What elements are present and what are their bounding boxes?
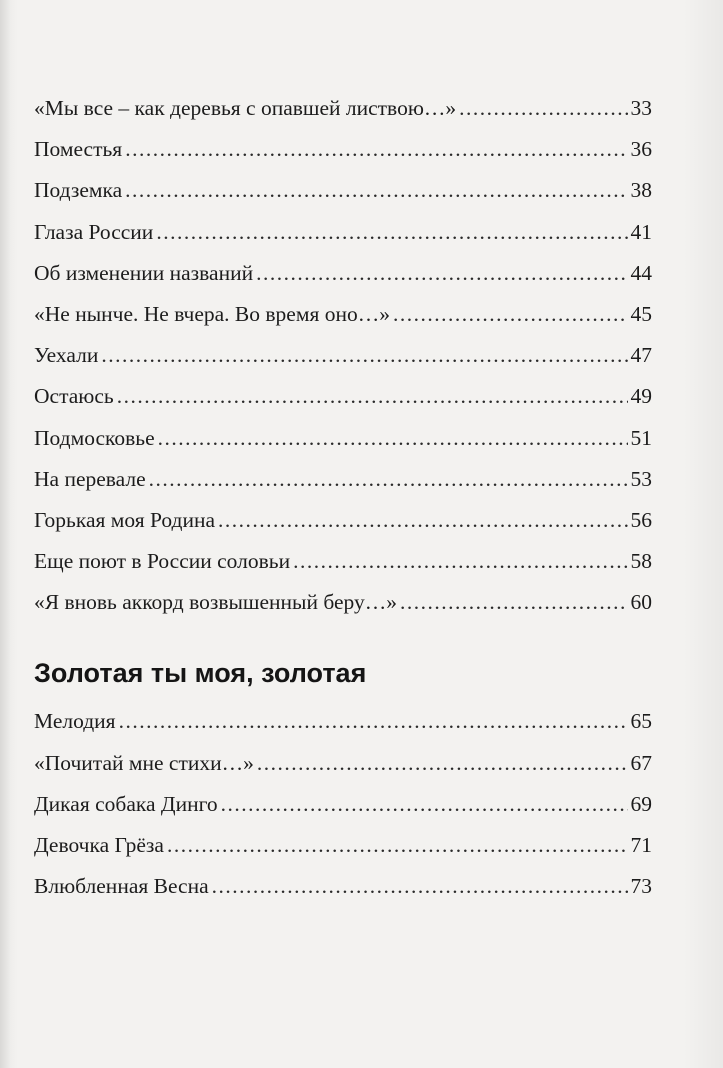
toc-entry bbox=[34, 866, 652, 907]
toc-dot-leader bbox=[212, 866, 628, 907]
page-shading bbox=[683, 0, 723, 1068]
toc-dot-leader bbox=[221, 784, 628, 825]
toc-entry-page: 44 bbox=[630, 260, 652, 285]
toc-dot-leader bbox=[125, 170, 627, 211]
toc-dot-leader bbox=[293, 541, 627, 582]
toc-entry-page: 58 bbox=[630, 549, 652, 574]
toc-entry bbox=[34, 459, 652, 500]
toc-entry bbox=[34, 129, 652, 170]
toc-entry-page: 41 bbox=[630, 219, 652, 244]
toc-dot-leader bbox=[156, 212, 627, 253]
toc-entry-title: «Мы все – как деревья с опавшей листвою…» bbox=[34, 96, 457, 120]
toc-entry-page: 53 bbox=[630, 466, 652, 491]
section-heading: Золотая ты моя, золотая bbox=[34, 658, 367, 689]
toc-dot-leader bbox=[158, 418, 628, 459]
table-of-contents bbox=[34, 88, 652, 907]
toc-entry-title: Влюбленная Весна bbox=[34, 874, 209, 899]
toc-entry-title: «Не нынче. Не вчера. Во время оно…» bbox=[34, 301, 390, 326]
toc-entry-title: Подземка bbox=[34, 178, 123, 203]
toc-entry-page: 51 bbox=[630, 425, 652, 450]
toc-dot-leader bbox=[218, 500, 627, 541]
toc-entry-title: «Я вновь аккорд возвышенный беру…» bbox=[34, 590, 398, 615]
toc-entry-page: 38 bbox=[630, 178, 652, 203]
toc-dot-leader bbox=[117, 376, 628, 417]
toc-entry bbox=[34, 253, 652, 294]
page-binding-edge bbox=[0, 0, 18, 1068]
toc-entry-page: 49 bbox=[630, 384, 652, 409]
toc-entry-title: Еще поют в России соловьи bbox=[34, 549, 291, 574]
toc-entry-title: На перевале bbox=[34, 466, 146, 491]
toc-entry-title: Поместья bbox=[34, 137, 123, 162]
toc-entry bbox=[34, 170, 652, 211]
toc-dot-leader bbox=[167, 825, 628, 866]
toc-dot-leader bbox=[149, 459, 628, 500]
toc-dot-leader bbox=[393, 294, 628, 335]
toc-entry-title: Горькая моя Родина bbox=[34, 507, 216, 532]
toc-entry-title: Остаюсь bbox=[34, 384, 114, 409]
toc-entry-page: 60 bbox=[630, 590, 652, 615]
toc-entry-page: 67 bbox=[630, 750, 652, 775]
toc-entry-page: 65 bbox=[630, 709, 652, 734]
toc-entry-title: Об изменении названий bbox=[34, 260, 254, 285]
toc-dot-leader bbox=[119, 701, 628, 742]
toc-entry-title: Глаза России bbox=[34, 219, 154, 244]
toc-entry bbox=[34, 825, 652, 866]
toc-entry bbox=[34, 88, 652, 129]
toc-entry-page: 73 bbox=[630, 874, 652, 899]
toc-entry-page: 45 bbox=[630, 301, 652, 326]
toc-entry-page: 36 bbox=[630, 137, 652, 162]
toc-entry-title: Подмосковье bbox=[34, 425, 155, 450]
toc-entry-page: 33 bbox=[630, 96, 652, 120]
toc-dot-leader bbox=[459, 88, 627, 129]
toc-entry-page: 56 bbox=[630, 507, 652, 532]
toc-entry-title: Девочка Грёза bbox=[34, 833, 164, 857]
toc-dot-leader bbox=[125, 129, 627, 170]
toc-entry bbox=[34, 418, 652, 459]
toc-entry-page: 47 bbox=[630, 343, 652, 368]
toc-entry bbox=[34, 784, 652, 825]
toc-entry bbox=[34, 335, 652, 376]
toc-dot-leader bbox=[400, 582, 627, 623]
toc-entry bbox=[34, 500, 652, 541]
toc-entry bbox=[34, 212, 652, 253]
toc-entry-title: Дикая собака Динго bbox=[34, 791, 218, 816]
toc-entry bbox=[34, 743, 652, 784]
toc-entry bbox=[34, 582, 652, 623]
toc-entry-page: 69 bbox=[630, 791, 652, 816]
toc-entry bbox=[34, 701, 652, 742]
toc-entry bbox=[34, 294, 652, 335]
toc-entry bbox=[34, 541, 652, 582]
toc-dot-leader bbox=[101, 335, 627, 376]
toc-dot-leader bbox=[257, 743, 628, 784]
toc-entry-title: «Почитай мне стихи…» bbox=[34, 750, 254, 775]
toc-entry bbox=[34, 376, 652, 417]
toc-entry-page: 71 bbox=[630, 833, 652, 857]
toc-entry-title: Мелодия bbox=[34, 709, 116, 734]
toc-dot-leader bbox=[256, 253, 627, 294]
toc-entry-title: Уехали bbox=[34, 343, 99, 368]
